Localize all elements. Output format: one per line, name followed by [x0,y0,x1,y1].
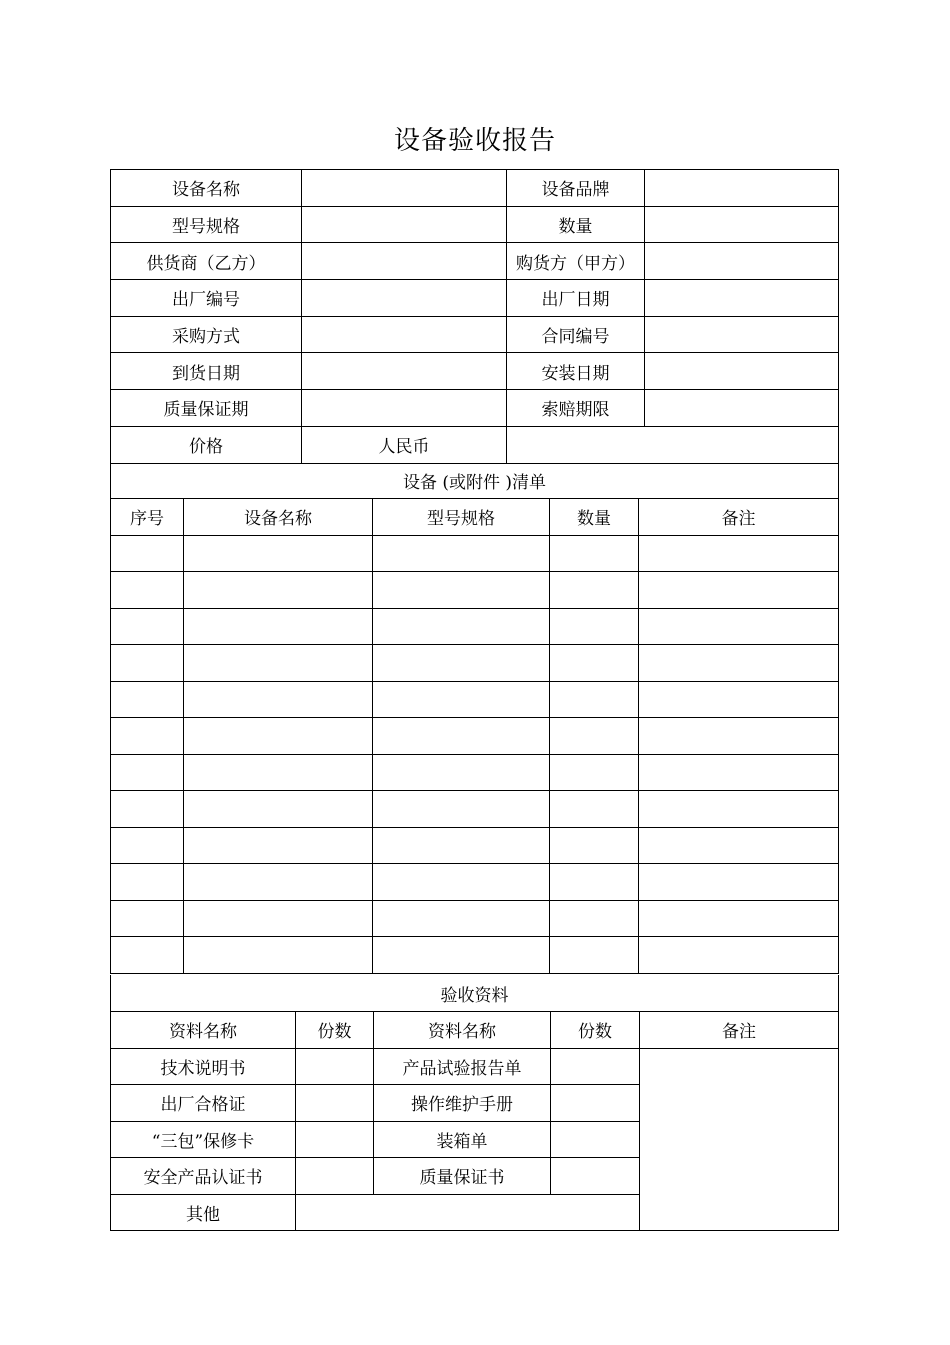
row-name-cell[interactable] [184,681,373,718]
doc-other-field[interactable] [296,1194,640,1231]
doc-count-field[interactable] [551,1048,640,1085]
field-mfg-date[interactable] [645,280,839,317]
field-contract-no[interactable] [645,316,839,353]
row-model-cell[interactable] [373,791,550,828]
table-row [111,608,839,645]
label-supplier: 供货商（乙方） [111,243,302,280]
field-warranty[interactable] [302,390,507,427]
row-name-cell[interactable] [184,827,373,864]
row-quantity-cell[interactable] [550,535,639,572]
table-row [111,900,839,937]
field-price[interactable] [507,426,839,463]
label-serial-no: 出厂编号 [111,280,302,317]
field-brand[interactable] [645,170,839,207]
doc-name-cell: 安全产品认证书 [111,1158,296,1195]
row-name-cell[interactable] [184,645,373,682]
doc-count-field[interactable] [551,1085,640,1122]
doc-count-field[interactable] [296,1121,374,1158]
table-row [111,827,839,864]
doc-name-cell: 产品试验报告单 [374,1048,551,1085]
row-remarks-cell[interactable] [639,718,839,755]
row-quantity-cell[interactable] [550,572,639,609]
label-mfg-date: 出厂日期 [507,280,645,317]
column-header: 份数 [296,1012,374,1049]
row-index-cell[interactable] [111,754,184,791]
row-index-cell[interactable] [111,900,184,937]
doc-name-cell: 装箱单 [374,1121,551,1158]
row-model-cell[interactable] [373,754,550,791]
table-row [111,754,839,791]
doc-count-field[interactable] [296,1048,374,1085]
field-model[interactable] [302,206,507,243]
column-header: 资料名称 [374,1012,551,1049]
row-quantity-cell[interactable] [550,754,639,791]
table-row [111,572,839,609]
field-equipment-name[interactable] [302,170,507,207]
label-contract-no: 合同编号 [507,316,645,353]
row-model-cell[interactable] [373,718,550,755]
row-name-cell[interactable] [184,535,373,572]
row-name-cell[interactable] [184,608,373,645]
row-name-cell[interactable] [184,864,373,901]
row-index-cell[interactable] [111,827,184,864]
table-row [111,718,839,755]
label-quantity: 数量 [507,206,645,243]
row-name-cell[interactable] [184,937,373,974]
field-purchase-method[interactable] [302,316,507,353]
row-remarks-cell[interactable] [639,572,839,609]
row-name-cell[interactable] [184,718,373,755]
table-row [111,681,839,718]
row-model-cell[interactable] [373,864,550,901]
row-remarks-cell[interactable] [639,754,839,791]
doc-name-cell: 操作维护手册 [374,1085,551,1122]
row-model-cell[interactable] [373,900,550,937]
label-model: 型号规格 [111,206,302,243]
row-name-cell[interactable] [184,791,373,828]
doc-remarks-field[interactable] [640,1048,839,1231]
field-install-date[interactable] [645,353,839,390]
equipment-list-heading: 设备 (或附件 )清单 [111,462,839,499]
label-equipment-name: 设备名称 [111,170,302,207]
row-remarks-cell[interactable] [639,791,839,828]
label-claim-period: 索赔期限 [507,390,645,427]
doc-count-field[interactable] [296,1085,374,1122]
column-header: 设备名称 [184,499,373,536]
doc-count-field[interactable] [296,1158,374,1195]
label-currency: 人民币 [302,426,507,463]
label-buyer: 购货方（甲方） [507,243,645,280]
row-model-cell[interactable] [373,937,550,974]
row-index-cell[interactable] [111,718,184,755]
row-remarks-cell[interactable] [639,864,839,901]
row-remarks-cell[interactable] [639,900,839,937]
column-header: 序号 [111,499,184,536]
field-quantity[interactable] [645,206,839,243]
column-header: 资料名称 [111,1012,296,1049]
row-quantity-cell[interactable] [550,608,639,645]
doc-name-cell: “三包”保修卡 [111,1121,296,1158]
row-remarks-cell[interactable] [639,535,839,572]
row-remarks-cell[interactable] [639,645,839,682]
row-quantity-cell[interactable] [550,718,639,755]
column-header: 备注 [639,499,839,536]
row-name-cell[interactable] [184,572,373,609]
row-name-cell[interactable] [184,900,373,937]
row-index-cell[interactable] [111,572,184,609]
label-warranty: 质量保证期 [111,390,302,427]
row-model-cell[interactable] [373,535,550,572]
documents-heading: 验收资料 [111,975,839,1012]
column-header: 数量 [550,499,639,536]
doc-name-cell: 技术说明书 [111,1048,296,1085]
row-index-cell[interactable] [111,791,184,828]
column-header: 备注 [640,1012,839,1049]
row-index-cell[interactable] [111,681,184,718]
table-row [111,535,839,572]
row-model-cell[interactable] [373,827,550,864]
column-header: 型号规格 [373,499,550,536]
row-index-cell[interactable] [111,937,184,974]
table-row [111,791,839,828]
field-buyer[interactable] [645,243,839,280]
label-install-date: 安装日期 [507,353,645,390]
row-remarks-cell[interactable] [639,681,839,718]
table-row [111,864,839,901]
row-index-cell[interactable] [111,645,184,682]
row-model-cell[interactable] [373,572,550,609]
field-supplier[interactable] [302,243,507,280]
basic-info-table [110,169,839,464]
doc-name-cell: 质量保证书 [374,1158,551,1195]
doc-count-field[interactable] [551,1121,640,1158]
row-remarks-cell[interactable] [639,608,839,645]
row-model-cell[interactable] [373,681,550,718]
row-remarks-cell[interactable] [639,827,839,864]
label-brand: 设备品牌 [507,170,645,207]
doc-name-cell: 出厂合格证 [111,1085,296,1122]
row-quantity-cell[interactable] [550,900,639,937]
row-model-cell[interactable] [373,608,550,645]
doc-count-field[interactable] [551,1158,640,1195]
page-title: 设备验收报告 [393,126,556,156]
column-header: 份数 [551,1012,640,1049]
row-quantity-cell[interactable] [550,864,639,901]
row-quantity-cell[interactable] [550,681,639,718]
table-row [111,645,839,682]
label-purchase-method: 采购方式 [111,316,302,353]
label-arrival-date: 到货日期 [111,353,302,390]
row-quantity-cell[interactable] [550,645,639,682]
table-row [111,937,839,974]
row-quantity-cell[interactable] [550,827,639,864]
doc-name-cell: 其他 [111,1194,296,1231]
documents-table [110,975,839,1231]
row-name-cell[interactable] [184,754,373,791]
field-claim-period[interactable] [645,390,839,427]
label-price: 价格 [111,426,302,463]
row-index-cell[interactable] [111,535,184,572]
row-quantity-cell[interactable] [550,791,639,828]
row-remarks-cell[interactable] [639,937,839,974]
field-arrival-date[interactable] [302,353,507,390]
row-index-cell[interactable] [111,864,184,901]
row-quantity-cell[interactable] [550,937,639,974]
equipment-list-table [110,462,839,974]
field-serial-no[interactable] [302,280,507,317]
row-index-cell[interactable] [111,608,184,645]
row-model-cell[interactable] [373,645,550,682]
